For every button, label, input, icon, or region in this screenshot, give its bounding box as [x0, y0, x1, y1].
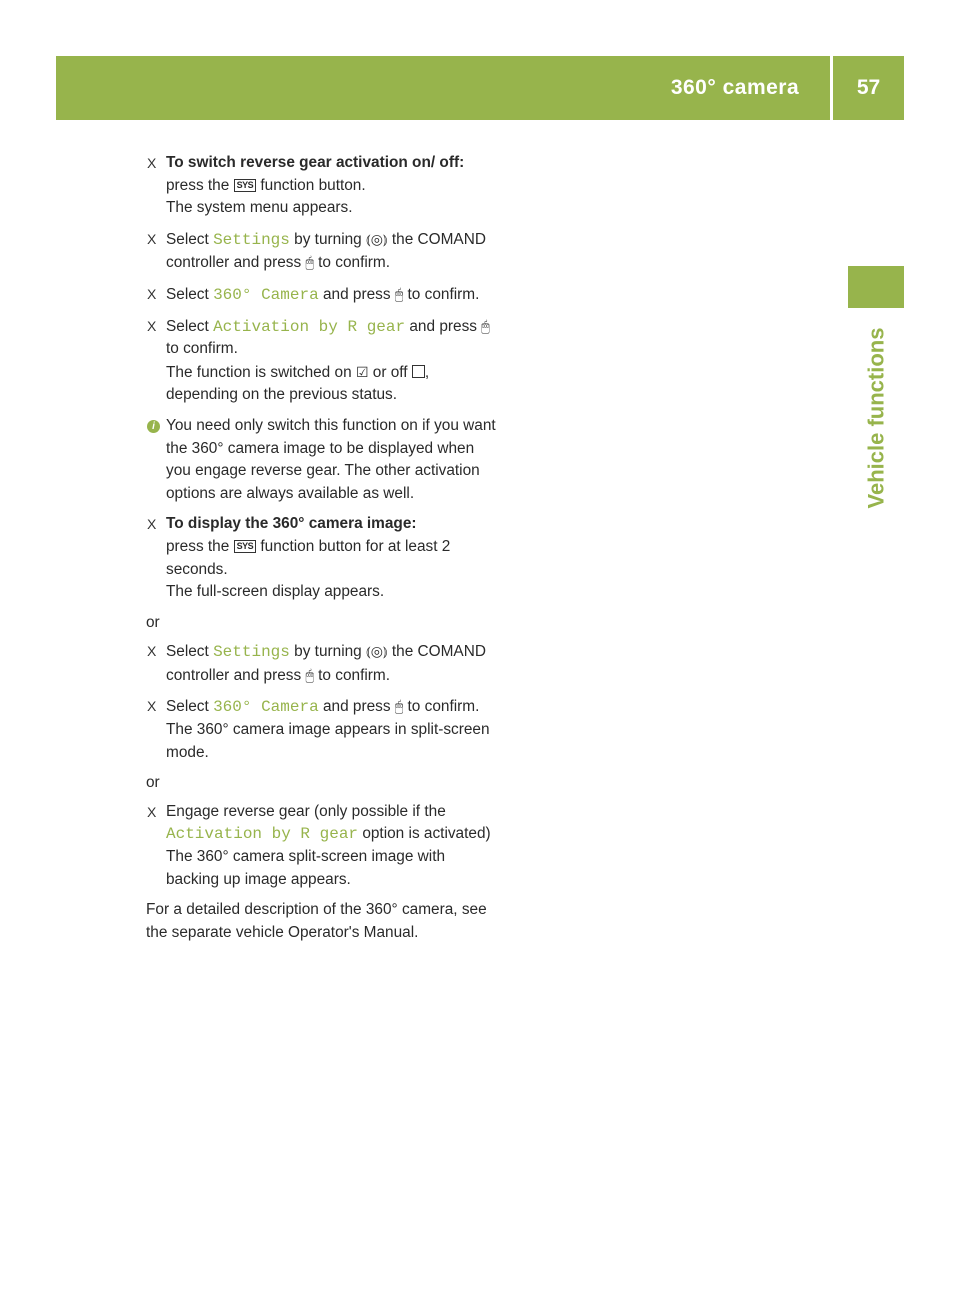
press-controller-icon: 🖱 [305, 254, 314, 271]
menu-item-settings: Settings [213, 643, 290, 662]
info-icon: i [147, 420, 160, 433]
checkbox-unchecked-icon [412, 365, 425, 378]
page-number: 57 [856, 76, 881, 99]
step-arrow-icon: X [147, 155, 157, 171]
sys-button-icon: SYS [234, 540, 257, 553]
step-arrow-icon: X [147, 643, 157, 660]
turn-controller-icon: ⦅◎⦆ [366, 230, 388, 247]
menu-item-activation-by-r-gear: Activation by R gear [213, 317, 406, 336]
step-select-camera-2: X Select 360° Camera and press 🖱 to confirm. The 360° camera image appears in split-screen mode. [146, 695, 496, 764]
menu-item-activation-by-r-gear: Activation by R gear [166, 825, 359, 844]
step-display-image: X To display the 360° camera image: press the SYS function button for at least 2 seconds. The full-screen display appears. [147, 515, 451, 601]
menu-item-settings: Settings [213, 230, 290, 249]
step-arrow-icon: X [147, 317, 157, 334]
step-select-settings: X Select Settings by turning ⦅◎⦆ the COMAND controller and press 🖱 to confirm. [146, 228, 496, 275]
step-arrow-icon: X [147, 230, 157, 247]
press-controller-icon: 🖱 [394, 698, 404, 715]
checkbox-checked-icon: ☑ [355, 363, 369, 380]
step-engage-reverse: X Engage reverse gear (only possible if the Activation by R gear option is activated) The 360° camera split-screen image with backing up image appears. [147, 802, 491, 888]
turn-controller-icon: ⦅◎⦆ [366, 643, 388, 660]
page-title: 360° camera [670, 76, 800, 99]
or-separator: or [146, 774, 160, 792]
step-select-camera: X Select 360° Camera and press 🖱 to confirm. [146, 283, 496, 307]
step-arrow-icon: X [147, 803, 157, 820]
step-arrow-icon: X [147, 285, 157, 302]
press-controller-icon: 🖱 [394, 285, 404, 302]
step-arrow-icon: X [147, 516, 157, 533]
menu-item-360-camera: 360° Camera [213, 698, 319, 717]
press-controller-icon: 🖱 [481, 317, 490, 334]
closing-paragraph: For a detailed description of the 360° camera, see the separate vehicle Operator's Manual. [146, 901, 487, 941]
step-arrow-icon: X [147, 698, 157, 715]
or-separator: or [146, 613, 160, 631]
menu-item-360-camera: 360° Camera [213, 285, 319, 304]
section-label [848, 318, 904, 518]
step-select-settings-2: X Select Settings by turning ⦅◎⦆ the COMAND controller and press 🖱 to confirm. [146, 640, 496, 687]
step-switch-activation: X To switch reverse gear activation on/ off: press the SYS function button. The system menu appears. [147, 154, 465, 217]
section-tab-marker [848, 266, 904, 308]
press-controller-icon: 🖱 [305, 666, 314, 683]
sys-button-icon: SYS [234, 179, 257, 192]
manual-content [146, 152, 496, 950]
step-select-activation: X Select Activation by R gear and press 🖱 to confirm. The function is switched on ☑ or off , depending on the previous status. [146, 315, 496, 407]
section-label-text: Vehicle functions [863, 327, 888, 509]
info-note: i You need only switch this function on if you want the 360° camera image to be displayed when you engage reverse gear. The other activation options are always available as well. [146, 415, 496, 505]
